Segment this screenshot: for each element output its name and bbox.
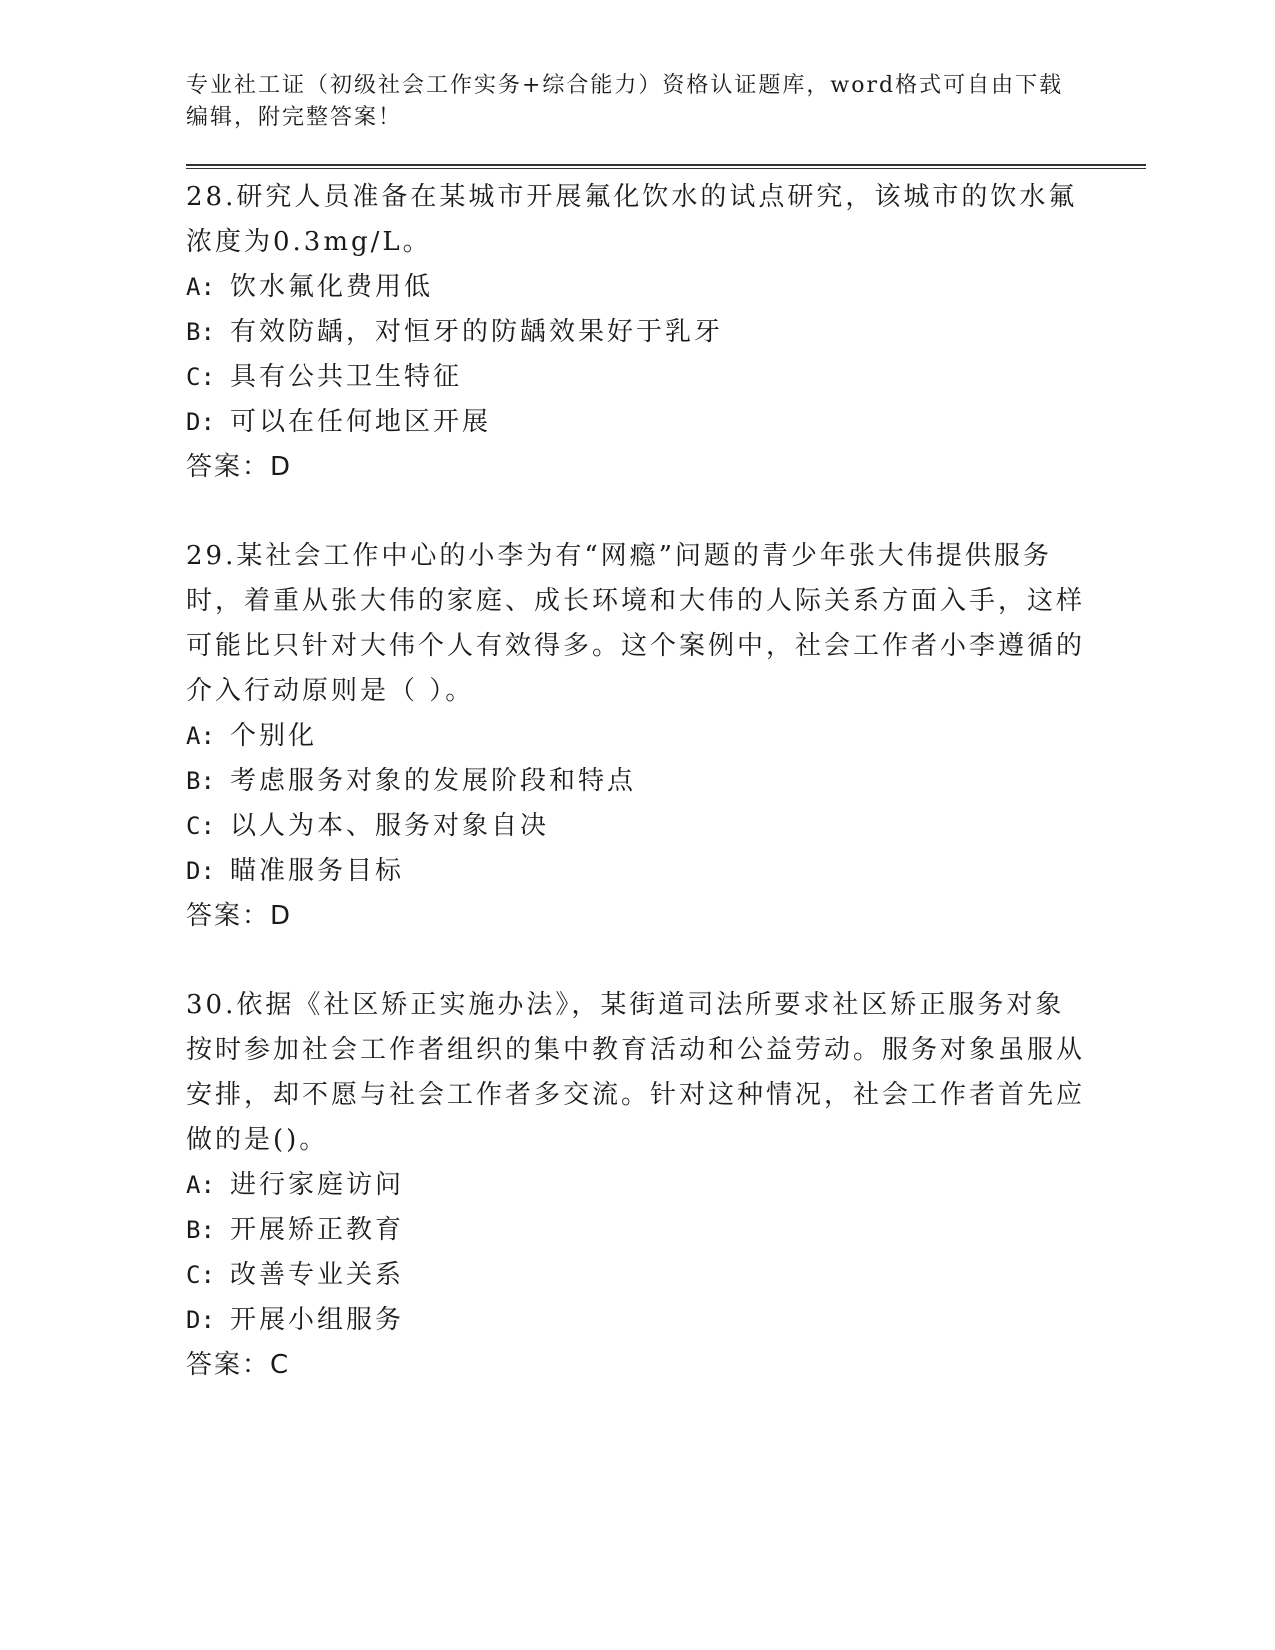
option-d (186, 400, 1146, 445)
option-text: 进行家庭访问 (230, 1170, 405, 1200)
answer-line (186, 1343, 1146, 1388)
option-letter: B: (186, 1216, 215, 1244)
option-letter: B: (186, 767, 215, 795)
option-c (186, 1253, 1146, 1298)
document-page (186, 70, 1146, 1388)
option-text: 可以在任何地区开展 (230, 407, 492, 437)
option-c (186, 804, 1146, 849)
option-a (186, 1163, 1146, 1208)
question-stem: 29.某社会工作中心的小李为有“网瘾”问题的青少年张大伟提供服务时，着重从张大伟的家庭、成长环境和大伟的人际关系方面入手，这样可能比只针对大伟个人有效得多。这个案例中，社会工作者小李遵循的介入行动原则是（ ）。 (186, 541, 1086, 706)
option-text: 具有公共卫生特征 (230, 362, 463, 392)
option-text: 开展矫正教育 (230, 1215, 405, 1245)
answer-label: 答案： (186, 1350, 271, 1380)
option-letter: B: (186, 318, 215, 346)
option-letter: A: (186, 722, 215, 750)
option-letter: C: (186, 812, 215, 840)
answer-value: D (270, 452, 292, 482)
option-letter: C: (186, 363, 215, 391)
option-letter: A: (186, 273, 215, 301)
option-text: 考虑服务对象的发展阶段和特点 (230, 766, 637, 796)
option-b (186, 759, 1146, 804)
header-divider (186, 164, 1146, 169)
option-text: 以人为本、服务对象自决 (230, 811, 550, 841)
answer-value: C (270, 1350, 290, 1380)
option-c (186, 355, 1146, 400)
question-29 (186, 534, 1146, 939)
option-text: 有效防龋，对恒牙的防龋效果好于乳牙 (230, 317, 724, 347)
option-a (186, 714, 1146, 759)
option-text: 改善专业关系 (230, 1260, 405, 1290)
option-text: 个别化 (230, 721, 318, 751)
question-30 (186, 983, 1146, 1388)
option-letter: D: (186, 857, 215, 885)
option-letter: D: (186, 408, 215, 436)
answer-value: D (270, 901, 292, 931)
option-letter: C: (186, 1261, 215, 1289)
page-header: 专业社工证（初级社会工作实务+综合能力）资格认证题库，word格式可自由下载编辑，附完整答案！ (186, 73, 1064, 130)
option-letter: A: (186, 1171, 215, 1199)
answer-label: 答案： (186, 452, 271, 482)
question-stem: 28.研究人员准备在某城市开展氟化饮水的试点研究，该城市的饮水氟浓度为0.3mg/L。 (186, 182, 1078, 257)
option-a (186, 265, 1146, 310)
option-text: 瞄准服务目标 (230, 856, 405, 886)
option-d (186, 849, 1146, 894)
option-text: 饮水氟化费用低 (230, 272, 434, 302)
answer-line (186, 894, 1146, 939)
option-b (186, 310, 1146, 355)
answer-label: 答案： (186, 901, 271, 931)
option-d (186, 1298, 1146, 1343)
option-letter: D: (186, 1306, 215, 1334)
option-text: 开展小组服务 (230, 1305, 405, 1335)
question-28 (186, 175, 1146, 490)
question-stem: 30.依据《社区矫正实施办法》，某街道司法所要求社区矫正服务对象按时参加社会工作者组织的集中教育活动和公益劳动。服务对象虽服从安排，却不愿与社会工作者多交流。针对这种情况，社会工作者首先应做的是()。 (186, 990, 1086, 1155)
answer-line (186, 445, 1146, 490)
option-b (186, 1208, 1146, 1253)
